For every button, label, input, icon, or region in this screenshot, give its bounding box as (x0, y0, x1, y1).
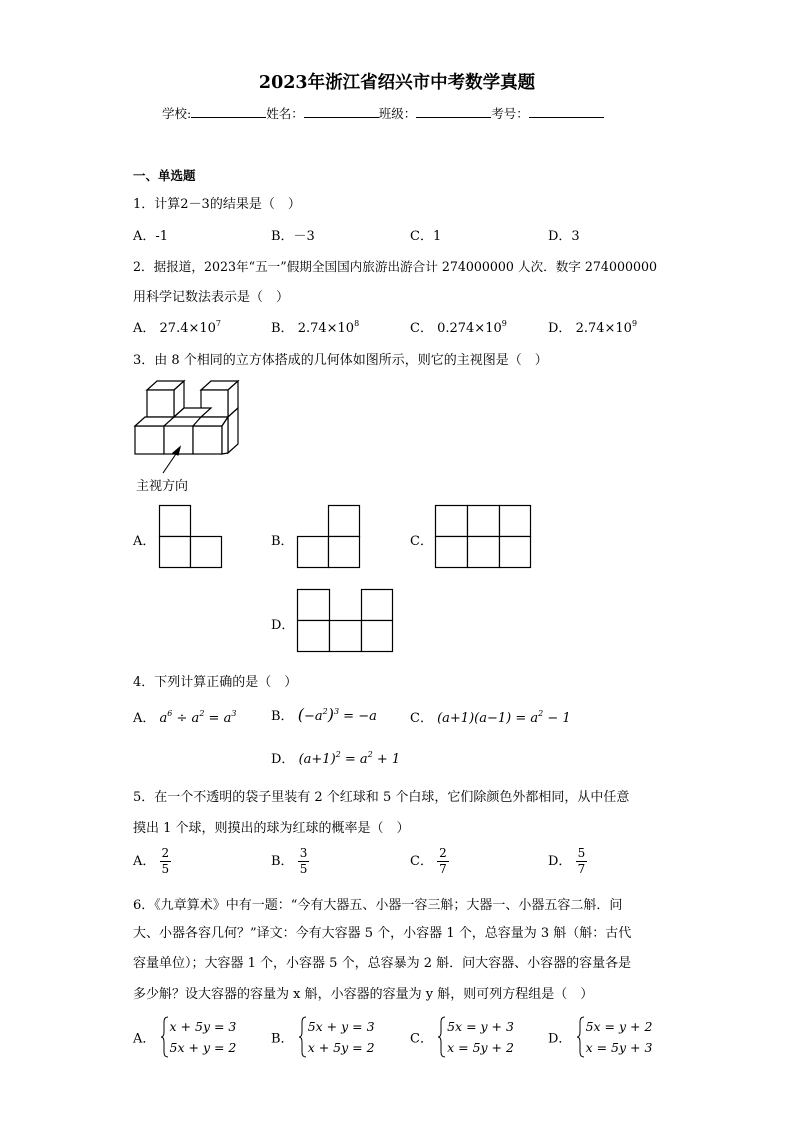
q2-b-base: 2.74×10 (297, 321, 355, 336)
q5-stem-line2: 摸出 1 个球，则摸出的球为红球的概率是（ ） (133, 821, 410, 836)
name-label: 姓名： (266, 106, 304, 121)
q5-option-b (271, 846, 309, 877)
q6-c-eq1: 5x = y + 3 (447, 1019, 514, 1034)
q2-stem-line1: 2．据报道，2023年“五一”假期全国国内旅游出游合计 274000000 人次．数字 274000000 (133, 259, 658, 274)
q6-a-label: A． (133, 1031, 156, 1047)
q5-a-label: A． (133, 854, 156, 869)
q4-option-a (133, 707, 236, 726)
q6-d-system (576, 1016, 653, 1058)
q6-stem-line2: 大、小器各容几何？”译文：今有大容器 5 个，小容器 1 个，总容量为 3 斛（斛：古代 (133, 926, 632, 941)
q6-option-b (271, 1016, 375, 1058)
q2-a-label: A． (133, 321, 156, 336)
q6-c-system (437, 1016, 514, 1058)
q2-c-label: C． (410, 321, 433, 336)
q4-d-expr: $(a+1)^2 = a^2 + 1$ (298, 750, 401, 767)
q5-c-label: C． (410, 854, 433, 869)
student-info-row (162, 104, 604, 122)
q2-stem-line2: 用科学记数法表示是（ ） (133, 290, 290, 305)
q2-d-label: D． (548, 321, 572, 336)
q5-d-fraction (576, 846, 588, 877)
q5-stem-line1: 5．在一个不透明的袋子里装有 2 个红球和 5 个白球，它们除颜色外都相同，从中任意 (133, 790, 630, 805)
q5-a-den: 5 (161, 862, 170, 876)
q5-d-den: 7 (577, 862, 586, 876)
q5-b-fraction (298, 846, 310, 877)
q4-b-label: B． (271, 709, 294, 724)
name-blank (304, 105, 379, 118)
q6-c-label: C． (410, 1031, 433, 1047)
q4-c-label: C． (410, 711, 433, 726)
q2-c-base: 0.274×10 (437, 321, 502, 336)
q5-option-c (410, 846, 449, 877)
q4-d-label: D． (271, 752, 295, 767)
q3-option-c-label: C． (410, 534, 433, 549)
q6-b-label: B． (271, 1031, 294, 1047)
q3-option-c-figure (435, 505, 532, 569)
q6-b-system (298, 1016, 375, 1058)
q1-option-b: B．－3 (271, 229, 315, 244)
q3-stem: 3．由 8 个相同的立方体搭成的几何体如图所示，则它的主视图是（ ） (133, 353, 548, 368)
q2-option-c (410, 317, 507, 336)
q6-a-eq2: 5x + y = 2 (169, 1040, 237, 1055)
q5-d-label: D． (548, 854, 572, 869)
q5-c-fraction (437, 846, 449, 877)
q5-b-num: 3 (299, 846, 308, 860)
q3-option-d-label: D． (271, 618, 295, 633)
q1-stem: 1．计算2－3的结果是（ ） (133, 197, 301, 212)
q6-b-eq1: 5x + y = 3 (307, 1019, 375, 1034)
q5-b-den: 5 (299, 862, 308, 876)
q4-option-b (271, 705, 377, 724)
q5-option-a (133, 846, 171, 877)
q3-option-a-label: A． (133, 534, 156, 549)
q6-a-system (160, 1016, 237, 1058)
q5-c-den: 7 (439, 862, 447, 876)
q6-d-eq1: 5x = y + 2 (585, 1019, 653, 1034)
q6-option-d (548, 1016, 652, 1058)
q3-solid-figure (125, 375, 245, 475)
q1-option-c: C．1 (410, 229, 442, 244)
q2-b-exp: 8 (354, 319, 360, 328)
q2-d-base: 2.74×10 (575, 321, 632, 336)
q6-a-eq1: x + 5y = 3 (169, 1019, 237, 1034)
q3-option-b-figure (297, 505, 361, 569)
q2-b-label: B． (271, 321, 294, 336)
class-label: 班级： (378, 106, 417, 121)
q2-option-a (133, 317, 221, 336)
section-title: 一、单选题 (133, 168, 196, 183)
q1-option-d: D．3 (548, 229, 580, 244)
q6-option-a (133, 1016, 236, 1058)
q6-stem-line1: 6．《九章算术》中有一题：“今有大器五、小器一容三斛；大器一、小器五容二斛．问 (133, 898, 623, 913)
q4-a-expr: $a^6 \div a^2 = a^3$ (159, 709, 237, 726)
q4-a-label: A． (133, 711, 156, 726)
q3-option-d-figure (297, 589, 394, 653)
school-label: 学校: (162, 106, 192, 121)
q5-a-num: 2 (161, 846, 170, 860)
q4-stem: 4．下列计算正确的是（ ） (133, 675, 298, 690)
exam-no-blank (529, 105, 604, 118)
q6-c-eq2: x = 5y + 2 (447, 1040, 514, 1055)
page-title: 2023年浙江省绍兴市中考数学真题 (258, 73, 536, 93)
q5-d-num: 5 (577, 846, 586, 860)
q1-option-a: A．-1 (133, 229, 169, 244)
q2-c-exp: 9 (501, 319, 507, 328)
exam-no-label: 考号： (491, 106, 529, 121)
q6-option-c (410, 1016, 514, 1058)
q5-b-label: B． (271, 854, 294, 869)
q3-option-a-figure (159, 505, 223, 569)
q4-option-c (410, 707, 571, 726)
q2-a-exp: 7 (215, 319, 222, 328)
q2-d-exp: 9 (631, 319, 638, 328)
q5-c-num: 2 (439, 846, 447, 860)
q4-c-expr: $(a+1)(a-1) = a^2 - 1$ (437, 709, 571, 726)
q2-option-b (271, 317, 359, 336)
q2-option-d (548, 317, 637, 336)
school-blank (191, 105, 266, 118)
q2-a-base: 27.4×10 (159, 321, 216, 336)
q4-option-d (271, 748, 400, 767)
q3-direction-label: 主视方向 (136, 479, 189, 494)
q5-option-d (548, 846, 587, 877)
class-blank (416, 105, 491, 118)
q6-stem-line4: 多少斛？设大容器的容量为 x 斛，小容器的容量为 y 斛，则可列方程组是（ ） (133, 987, 594, 1002)
q6-d-label: D． (548, 1031, 572, 1047)
q5-a-fraction (160, 846, 172, 877)
q4-b-expr: $(-a^2)^3 = -a$ (297, 705, 377, 724)
q6-b-eq2: x + 5y = 2 (307, 1040, 375, 1055)
q6-d-eq2: x = 5y + 3 (585, 1040, 653, 1055)
q3-option-b-label: B． (271, 534, 294, 549)
q6-stem-line3: 容量单位）；大容器 1 个，小容器 5 个，总容暴为 2 斛．问大容器、小容器的容量各是 (133, 956, 632, 971)
